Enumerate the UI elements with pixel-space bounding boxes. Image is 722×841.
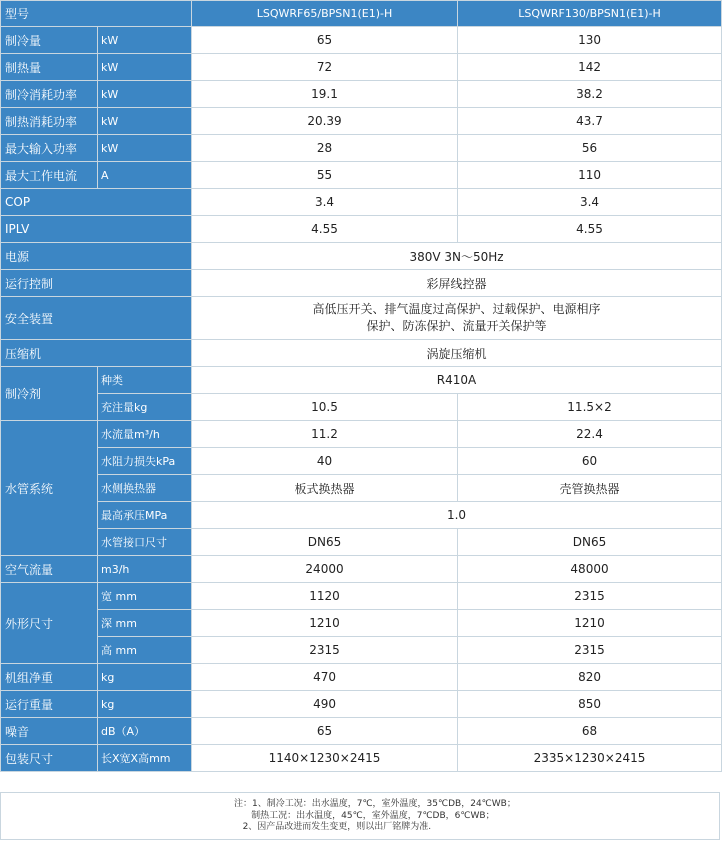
cell-model-2: 11.5×2 (458, 394, 722, 421)
cell-merged: 彩屏线控器 (192, 270, 722, 297)
table-row (1, 583, 722, 610)
row-label: 运行重量 (1, 691, 98, 718)
row-label: 运行控制 (1, 270, 192, 297)
cell-merged: 1.0 (192, 502, 722, 529)
cell-model-2: 2335×1230×2415 (458, 745, 722, 772)
row-sublabel: 充注量kg (98, 394, 192, 421)
table-row (1, 216, 722, 243)
cell-model-1: 11.2 (192, 421, 458, 448)
row-label: 制热消耗功率 (1, 108, 98, 135)
row-sublabel: 高 mm (98, 637, 192, 664)
table-row (1, 81, 722, 108)
cell-model-1: 1140×1230×2415 (192, 745, 458, 772)
table-row (1, 340, 722, 367)
row-sublabel: 深 mm (98, 610, 192, 637)
cell-merged: R410A (192, 367, 722, 394)
cell-model-1: 2315 (192, 637, 458, 664)
cell-model-2: 3.4 (458, 189, 722, 216)
row-label: 外形尺寸 (1, 583, 98, 664)
cell-model-1: 28 (192, 135, 458, 162)
row-sublabel: 水管接口尺寸 (98, 529, 192, 556)
row-label: 包装尺寸 (1, 745, 98, 772)
cell-model-1: 40 (192, 448, 458, 475)
cell-merged: 涡旋压缩机 (192, 340, 722, 367)
footnote-box (0, 792, 720, 840)
table-row (1, 556, 722, 583)
cell-merged: 380V 3N～50Hz (192, 243, 722, 270)
table-row (1, 270, 722, 297)
cell-model-2: 2315 (458, 583, 722, 610)
model-label: 型号 (1, 1, 192, 27)
cell-model-2: 820 (458, 664, 722, 691)
cell-model-2: 142 (458, 54, 722, 81)
cell-model-1: 19.1 (192, 81, 458, 108)
cell-model-1: 65 (192, 718, 458, 745)
cell-model-1: 55 (192, 162, 458, 189)
row-label: 最大工作电流 (1, 162, 98, 189)
row-label: 空气流量 (1, 556, 98, 583)
row-label: IPLV (1, 216, 192, 243)
table-row (1, 367, 722, 394)
cell-model-1: 20.39 (192, 108, 458, 135)
row-sublabel: 宽 mm (98, 583, 192, 610)
row-unit: kW (98, 135, 192, 162)
row-label: 噪音 (1, 718, 98, 745)
row-sublabel: 最高承压MPa (98, 502, 192, 529)
row-unit: m3/h (98, 556, 192, 583)
row-unit: kg (98, 691, 192, 718)
cell-model-2: 110 (458, 162, 722, 189)
table-row (1, 745, 722, 772)
row-label: 水管系统 (1, 421, 98, 556)
row-unit: kW (98, 108, 192, 135)
cell-model-1: 490 (192, 691, 458, 718)
table-row (1, 610, 722, 637)
row-sublabel: 种类 (98, 367, 192, 394)
safety-line-1: 高低压开关、排气温度过高保护、过载保护、电源相序 (312, 302, 601, 316)
cell-model-2: 2315 (458, 637, 722, 664)
row-unit: A (98, 162, 192, 189)
row-label: 电源 (1, 243, 192, 270)
row-label: 最大输入功率 (1, 135, 98, 162)
cell-model-1: 3.4 (192, 189, 458, 216)
cell-model-2: 60 (458, 448, 722, 475)
cell-model-2: 56 (458, 135, 722, 162)
table-row (1, 718, 722, 745)
table-row (1, 189, 722, 216)
row-label: 制冷剂 (1, 367, 98, 421)
cell-model-1: 4.55 (192, 216, 458, 243)
table-row (1, 108, 722, 135)
cell-model-2: 48000 (458, 556, 722, 583)
table-row (1, 637, 722, 664)
cell-model-1: 24000 (192, 556, 458, 583)
cell-model-2: 130 (458, 27, 722, 54)
table-row (1, 448, 722, 475)
cell-model-2: 850 (458, 691, 722, 718)
cell-model-2: 68 (458, 718, 722, 745)
footnote-text (234, 799, 516, 834)
cell-model-1: 65 (192, 27, 458, 54)
table-row (1, 691, 722, 718)
cell-model-1: 1120 (192, 583, 458, 610)
cell-model-2: DN65 (458, 529, 722, 556)
safety-line-2: 保护、防冻保护、流量开关保护等 (366, 319, 547, 333)
table-row (1, 243, 722, 270)
footnote-line-2: 制热工况：出水温度，45℃，室外温度，7℃DB，6℃WB； (234, 810, 495, 821)
row-label: 制冷量 (1, 27, 98, 54)
row-label: COP (1, 189, 192, 216)
table-row (1, 162, 722, 189)
table-row (1, 475, 722, 502)
footnote-line-1: 注：1、制冷工况：出水温度，7℃，室外温度，35℃DB，24℃WB； (234, 799, 516, 809)
row-sublabel: 水侧换热器 (98, 475, 192, 502)
cell-model-2: 4.55 (458, 216, 722, 243)
cell-model-1: 板式换热器 (192, 475, 458, 502)
cell-model-1: 10.5 (192, 394, 458, 421)
row-label: 安全装置 (1, 297, 192, 340)
row-unit: kW (98, 54, 192, 81)
cell-model-1: 72 (192, 54, 458, 81)
table-row (1, 394, 722, 421)
model-2-header: LSQWRF130/BPSN1(E1)-H (458, 1, 722, 27)
table-row (1, 54, 722, 81)
row-unit: kW (98, 27, 192, 54)
table-row (1, 529, 722, 556)
cell-model-2: 38.2 (458, 81, 722, 108)
model-1-header: LSQWRF65/BPSN1(E1)-H (192, 1, 458, 27)
row-unit: 长X宽X高mm (98, 745, 192, 772)
cell-model-2: 22.4 (458, 421, 722, 448)
row-unit: kg (98, 664, 192, 691)
row-label: 制冷消耗功率 (1, 81, 98, 108)
table-header-row (1, 1, 722, 27)
cell-model-2: 43.7 (458, 108, 722, 135)
row-sublabel: 水阻力损失kPa (98, 448, 192, 475)
table-row (1, 27, 722, 54)
table-row (1, 664, 722, 691)
table-row (1, 135, 722, 162)
table-row (1, 421, 722, 448)
table-row (1, 502, 722, 529)
cell-model-2: 壳管换热器 (458, 475, 722, 502)
row-unit: kW (98, 81, 192, 108)
table-row (1, 297, 722, 340)
footnote-line-3: 2、因产品改进而发生变更，则以出厂铭牌为准. (234, 822, 432, 832)
cell-model-1: 1210 (192, 610, 458, 637)
cell-model-1: DN65 (192, 529, 458, 556)
cell-merged (192, 297, 722, 340)
cell-model-2: 1210 (458, 610, 722, 637)
row-unit: dB（A） (98, 718, 192, 745)
row-label: 机组净重 (1, 664, 98, 691)
row-label: 制热量 (1, 54, 98, 81)
cell-model-1: 470 (192, 664, 458, 691)
row-sublabel: 水流量m³/h (98, 421, 192, 448)
row-label: 压缩机 (1, 340, 192, 367)
